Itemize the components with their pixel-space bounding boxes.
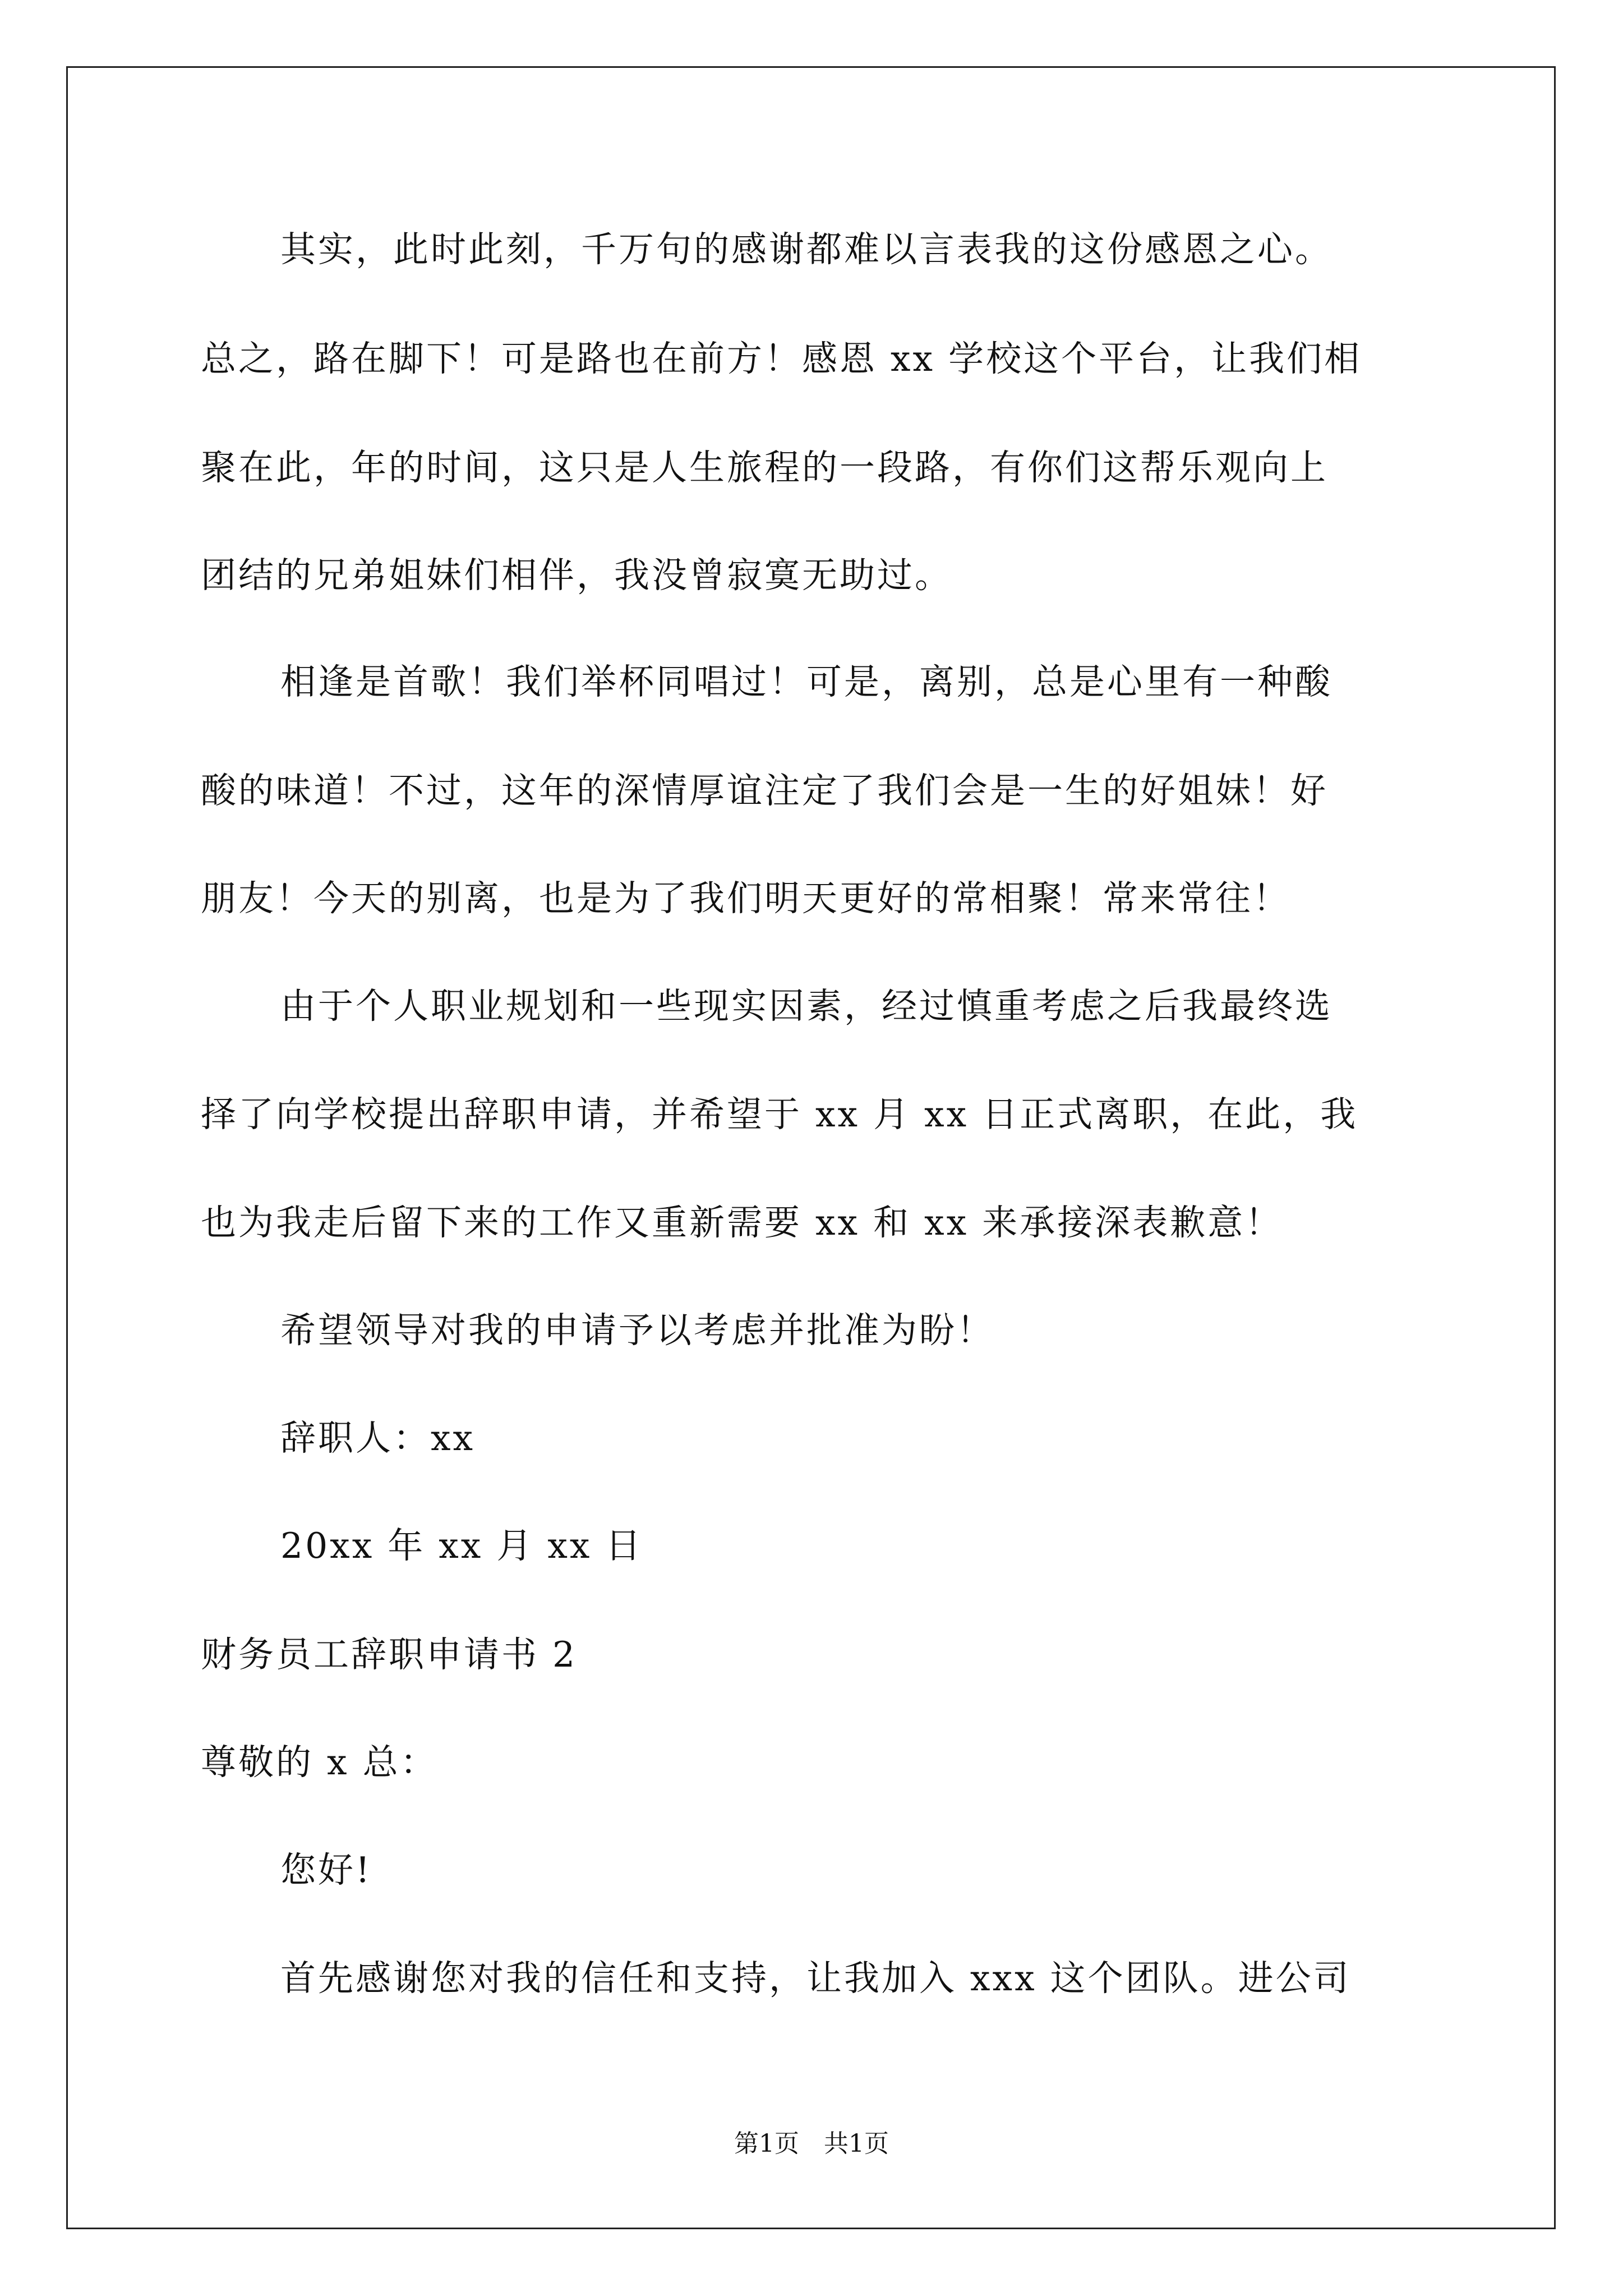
paragraph-line: 酸的味道！不过，这年的深情厚谊注定了我们会是一生的好姐妹！好 bbox=[201, 770, 1328, 811]
paragraph-line: 择了向学校提出辞职申请，并希望于 xx 月 xx 日正式离职，在此，我 bbox=[201, 1094, 1358, 1135]
greeting: 您好! bbox=[280, 1849, 372, 1890]
paragraph-line: 朋友！今天的别离，也是为了我们明天更好的常相聚！常来常往！ bbox=[201, 878, 1290, 919]
paragraph-line: 团结的兄弟姐妹们相伴，我没曾寂寞无助过。 bbox=[201, 555, 952, 596]
paragraph-line: 聚在此，年的时间，这只是人生旅程的一段路，有你们这帮乐观向上 bbox=[201, 447, 1328, 488]
page-footer: 第1页 共1页 bbox=[734, 2129, 889, 2158]
salutation: 尊敬的 x 总： bbox=[201, 1742, 438, 1783]
paragraph-line: 由于个人职业规划和一些现实因素，经过慎重考虑之后我最终选 bbox=[280, 986, 1332, 1027]
paragraph-line: 也为我走后留下来的工作又重新需要 xx 和 xx 来承接深表歉意！ bbox=[201, 1202, 1283, 1243]
date-line: 20xx 年 xx 月 xx 日 bbox=[280, 1525, 643, 1566]
paragraph-line: 总之，路在脚下！可是路也在前方！感恩 xx 学校这个平台，让我们相 bbox=[201, 338, 1362, 379]
paragraph-line: 相逢是首歌！我们举杯同唱过！可是，离别，总是心里有一种酸 bbox=[280, 661, 1332, 702]
section-title: 财务员工辞职申请书 2 bbox=[201, 1634, 578, 1675]
signature-line: 辞职人：xx bbox=[280, 1418, 476, 1458]
paragraph-line: 希望领导对我的申请予以考虑并批准为盼！ bbox=[280, 1310, 994, 1351]
paragraph-line: 首先感谢您对我的信任和支持，让我加入 xxx 这个团队。进公司 bbox=[280, 1958, 1351, 1999]
paragraph-line: 其实，此时此刻，千万句的感谢都难以言表我的这份感恩之心。 bbox=[280, 229, 1332, 270]
